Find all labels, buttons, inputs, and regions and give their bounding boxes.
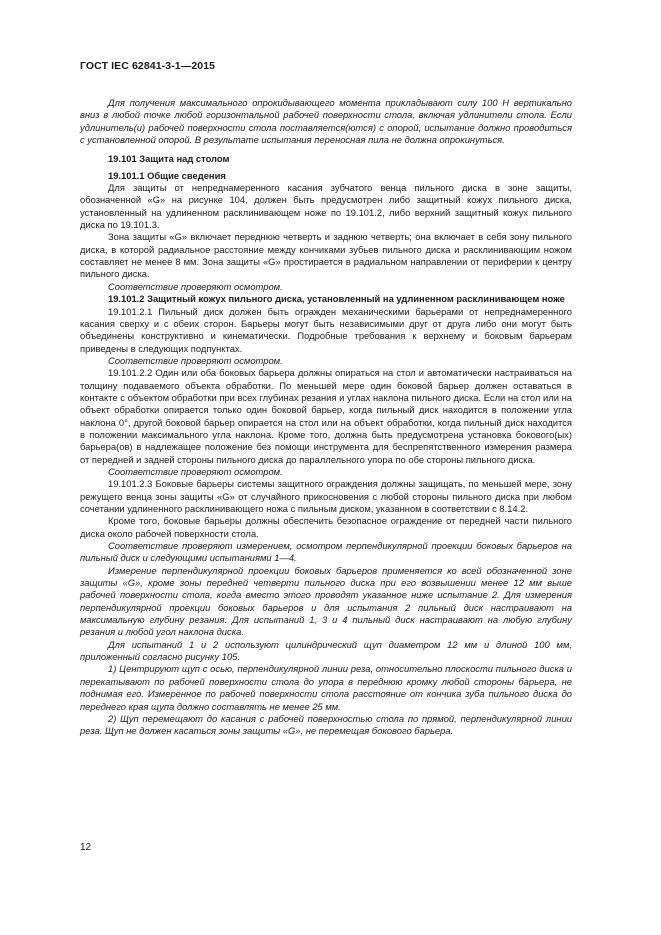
page-number: 12	[80, 842, 92, 853]
paragraph-zone-g: Зона защиты «G» включает переднюю четверть и заднюю четверть; она включает в себя зону пильного диска, в которой радиальное расстояние между кончиками зубьев пильного диска и расклинивающим ножом составляет не менее 8 мм. Зона защиты «G» простирается в радиальном направлении от периферии к центру пильного диска.	[80, 231, 572, 280]
section-heading-19-101: 19.101 Защита над столом	[108, 153, 230, 165]
paragraph-19-101-2-2: 19.101.2.2 Один или оба боковых барьера должны опираться на стол и автоматически настраиваться на толщину подаваемого объекта обработки. По меньшей мере один боковой барьер должен оставаться в контакте с объектом обработки при всех глубинах резания и углах наклона пильного диска. Если на стол или на объект обработки опирается только один боковой барьер, когда пильный диск находится в положении угла наклона 0°, другой боковой барьер опирается на стол или на объект обработки, когда пильный диск находится в положении максимального угла наклона. Кроме того, должна быть предусмотрена установка бокового(ых) барьера(ов) в надлежащее положение без помощи инструмента для беспрепятственного измерения размера от передней и задней стороны пильного диска до параллельного упора по обе стороны пильного диска.	[80, 367, 572, 465]
paragraph-compliance: Соответствие проверяют осмотром.	[108, 354, 283, 366]
paragraph-compliance: Соответствие проверяют осмотром.	[108, 465, 283, 477]
paragraph-test-2: 2) Щуп перемещают до касания с рабочей поверхностью стола по прямой, перпендикулярной линии реза. Щуп не должен касаться зоны защиты «G», не перемещая бокового барьера.	[80, 712, 572, 737]
paragraph-tipping-test: Для получения максимального опрокидывающего момента прикладывают силу 100 Н вертикально вниз в любой точке любой горизонтальной рабочей поверхности стола, включая удлинители стола. Если удлинитель(и) рабочей поверхности стола поставляется(ются) с опорой, испытание должно проводиться с установленной опорой. В результате испытания переносная пила не должна опрокинуться.	[80, 97, 572, 146]
paragraph-projection-measurement: Измерение перпендикулярной проекции боковых барьеров применяется ко всей обозначенной зоне защиты «G», кроме зоны передней четверти пильного диска при его возвышении менее 12 мм выше рабочей поверхности стола, когда вместо этого проводят указанное ниже испытание 2. Для измерения перпендикулярной проекции боковых барьеров и для испытания 2 пильный диск настраивают на максимальную глубину резания. Для испытаний 1, 3 и 4 пильный диск настраивают на любую глубину резания и любой угол наклона диска.	[80, 564, 572, 638]
paragraph-19-101-2-3: 19.101.2.3 Боковые барьеры системы защитного ограждения должны защищать, по меньшей мере, зону режущего венца зоны защиты «G» от случайного прикосновения с любой стороны пильного диска при любом сочетании удлиненного расклинивающего ножа с пильным диском, указанном в соответствии с 8.14.2.	[80, 478, 572, 514]
paragraph-19-101-2-1: 19.101.2.1 Пильный диск должен быть огражден механическими барьерами от непреднамеренного касания сверху и с обеих сторон. Барьеры могут быть независимыми друг от друга либо они могут быть объединены конструктивно и кинематически. Подробные требования к верхнему и боковым барьерам приведены в следующих подпунктах.	[80, 305, 572, 354]
section-heading-19-101-1: 19.101.1 Общие сведения	[108, 169, 226, 181]
document-body	[80, 97, 572, 738]
paragraph-compliance: Соответствие проверяют осмотром.	[108, 280, 283, 292]
section-heading-19-101-2: 19.101.2 Защитный кожух пильного диска, установленный на удлиненном расклинивающем ноже	[108, 293, 565, 305]
paragraph-compliance-measurement: Соответствие проверяют измерением, осмотром перпендикулярной проекции боковых барьеров на пильный диск и следующими испытаниями 1—4.	[80, 540, 572, 564]
paragraph-probe: Для испытаний 1 и 2 используют цилиндрический щуп диаметром 12 мм и длиной 100 мм, приложенный согласно рисунку 105.	[80, 638, 572, 663]
paragraph-side-barriers: Кроме того, боковые барьеры должны обеспечить безопасное ограждение от передней части пильного диска около рабочей поверхности стола.	[80, 515, 572, 539]
document-header: ГОСТ IEC 62841-3-1—2015	[80, 60, 216, 72]
paragraph-test-1: 1) Центрируют щуп с осью, перпендикулярной линии реза, относительно плоскости пильного диска и перекатывают по рабочей поверхности стола до упора в переднюю кромку любой стороны барьера, не поднимая его. Измеренное по рабочей поверхности стола расстояние от кончика зуба пильного диска до переднего края щупа должно составлять не менее 25 мм.	[80, 663, 572, 712]
paragraph-protection-zone: Для защиты от непреднамеренного касания зубчатого венца пильного диска в зоне защиты, обозначенной «G» на рисунке 104, должен быть предусмотрен либо защитный кожух пильного диска, установленный на удлиненном расклинивающем ноже по 19.101.2, либо верхний защитный кожух пильного диска по 19.101.3.	[80, 182, 572, 231]
